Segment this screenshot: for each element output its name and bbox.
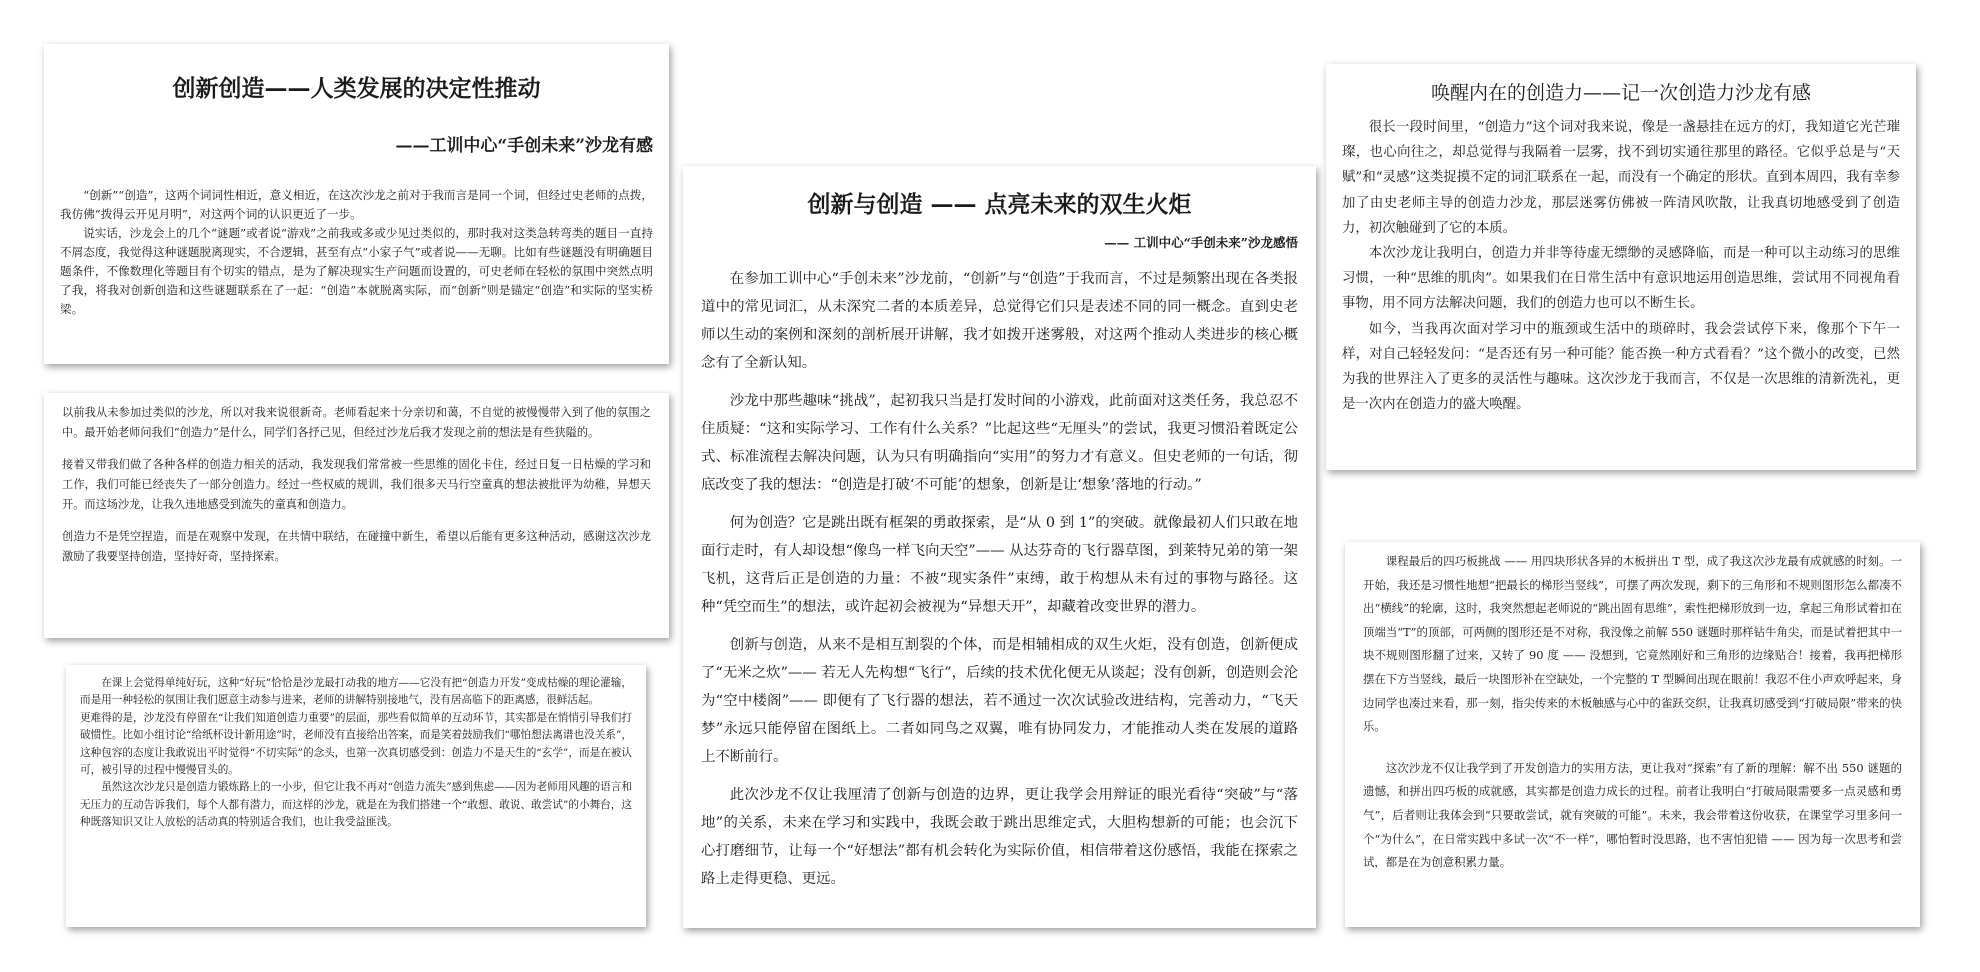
panel5-paragraph: 很长一段时间里，“创造力”这个词对我来说，像是一盏悬挂在远方的灯，我知道它光芒璀璨，也心向往之，却总觉得与我隔着一层雾，找不到切实通往那里的路径。它似乎总是与“天赋”和“灵感”这类捉摸不定的词汇联系在一起，而没有一个确定的形状。直到本周四，我有幸参加了由史老师主导的创造力沙龙，那层迷雾仿佛被一阵清风吹散，让我真切地感受到了创造力，初次触碰到了它的本质。 [1342, 120, 1900, 236]
panel5-body [1342, 115, 1900, 417]
panel4-paragraph: 创新与创造，从来不是相互割裂的个体，而是相辅相成的双生火炬，没有创造，创新便成了“无米之炊”—— 若无人先构想“飞行”，后续的技术优化便无从谈起；没有创新，创造则会沦为“空中楼阁”—— 即便有了飞行器的想法，若不通过一次次试验改进结构，完善动力，“飞天梦”永远只能停留在图纸上。二者如同鸟之双翼，唯有协同发力，才能推动人类在发展的道路上不断前行。 [701, 637, 1298, 765]
essay-panel-innovation-decisive [44, 44, 669, 364]
panel3-paragraph: 虽然这次沙龙只是创造力锻炼路上的一小步，但它让我不再对“创造力流失”感到焦虑——因为老师用风趣的语言和无压力的互动告诉我们，每个人都有潜力，而这样的沙龙，就是在为我们搭建一个“敢想、敢说、敢尝试”的小舞台，这种既落知识又让人放松的活动真的特别适合我们，也让我受益匪浅。 [80, 781, 632, 829]
essay-panel-awaken-creativity [1326, 64, 1916, 470]
panel2-paragraph: 接着又带我们做了各种各样的创造力相关的活动，我发现我们常常被一些思维的固化卡住，经过日复一日枯燥的学习和工作，我们可能已经丧失了一部分创造力。经过一些权威的规训，我们很多天马行空童真的想法被批评为幼稚，异想天开。而这场沙龙，让我久违地感受到流失的童真和创造力。 [62, 458, 651, 511]
panel4-paragraph: 沙龙中那些趣味“挑战”，起初我只当是打发时间的小游戏，此前面对这类任务，我总忍不住质疑：“这和实际学习、工作有什么关系？”比起这些“无厘头”的尝试，我更习惯沿着既定公式、标准流程去解决问题，认为只有明确指向“实用”的努力才有意义。但史老师的一句话，彻底改变了我的想法：“创造是打破‘不可能’的想象，创新是让‘想象’落地的行动。” [701, 393, 1298, 493]
panel4-paragraph: 此次沙龙不仅让我厘清了创新与创造的边界，更让我学会用辩证的眼光看待“突破”与“落地”的关系，未来在学习和实践中，我既会敢于跳出思维定式，大胆构想新的可能；也会沉下心打磨细节，让每一个“好想法”都有机会转化为实际价值，相信带着这份感悟，我能在探索之路上走得更稳、更远。 [701, 787, 1298, 887]
panel6-paragraph: 课程最后的四巧板挑战 —— 用四块形状各异的木板拼出 T 型，成了我这次沙龙最有成就感的时刻。一开始，我还是习惯性地想“把最长的梯形当竖线”，可摆了两次发现，剩下的三角形和不规则图形怎么都凑不出“横线”的轮廓，这时，我突然想起老师说的“跳出固有思维”，索性把梯形放到一边，拿起三角形试着扣在顶端当“T”的顶部，可两侧的图形还是不对称，我没像之前解 550 谜题时那样钻牛角尖，而是试着把其中一块不规则图形翻了过来，又转了 90 度 —— 没想到，它竟然刚好和三角形的边缘贴合！接着，我再把梯形摆在下方当竖线，最后一块图形补在空缺处，一个完整的 T 型瞬间出现在眼前！我忍不住小声欢呼起来，身边同学也凑过来看，那一刻，指尖传来的木板触感与心中的雀跃交织，让我真切感受到“打破局限”带来的快乐。 [1363, 554, 1902, 734]
panel5-paragraph: 本次沙龙让我明白，创造力并非等待虚无缥缈的灵感降临，而是一种可以主动练习的思维习惯，一种“思维的肌肉”。如果我们在日常生活中有意识地运用创造思维，尝试用不同视角看事物，用不同方法解决问题，我们的创造力也可以不断生长。 [1342, 246, 1900, 312]
essay-panel-tangram-challenge [1345, 542, 1920, 927]
essay-panel-fun-class [66, 665, 646, 927]
panel6-paragraph: 这次沙龙不仅让我学到了开发创造力的实用方法，更让我对“探索”有了新的理解：解不出 550 谜题的遗憾，和拼出四巧板的成就感，其实都是创造力成长的过程。前者让我明白“打破局限需要多一点灵感和勇气”，后者则让我体会到“只要敢尝试，就有突破的可能”。未来，我会带着这份收获，在课堂学习里多问一个“为什么”，在日常实践中多试一次“不一样”，哪怕暂时没思路，也不害怕犯错 —— 因为每一次思考和尝试，都是在为创意积累力量。 [1363, 760, 1902, 870]
panel2-paragraph: 以前我从未参加过类似的沙龙，所以对我来说很新奇。老师看起来十分亲切和蔼，不自觉的被慢慢带入到了他的氛围之中。最开始老师问我们“创造力”是什么，同学们各抒己见，但经过沙龙后我才发现之前的想法是有些狭隘的。 [62, 406, 651, 439]
panel4-body [701, 265, 1298, 893]
panel3-paragraph: 更难得的是，沙龙没有停留在“让我们知道创造力重要”的层面，那些看似简单的互动环节，其实都是在悄悄引导我们打破惯性。比如小组讨论“给纸杯设计新用途”时，老师没有直接给出答案，而是笑着鼓励我们“哪怕想法离谱也没关系”，这种包容的态度让我敢说出平时觉得“不切实际”的念头，也第一次真切感受到：创造力不是天生的“玄学”，而是在被认可，被引导的过程中慢慢冒头的。 [80, 711, 632, 777]
panel4-subtitle: —— 工训中心“手创未来”沙龙感悟 [1104, 235, 1298, 250]
panel1-paragraph: 说实话，沙龙会上的几个“谜题”或者说“游戏”之前我或多或少见过类似的，那时我对这类急转弯类的题目一直持不屑态度，我觉得这种谜题脱离现实，不合逻辑，甚至有点“小家子气”或者说——无聊。比如有些谜题没有明确题目题条件，不像数理化等题目有个切实的错点，是为了解决现实生产问题而设置的，可史老师在轻松的氛围中突然点明了我，将我对创新创造和这些谜题联系在了一起：“创造”本就脱离实际，而“创新”则是锚定“创造”和实际的坚实桥梁。 [60, 226, 653, 316]
panel3-body [80, 675, 632, 832]
essay-panel-twin-torches [683, 166, 1316, 928]
panel1-paragraph: “创新”“创造”，这两个词词性相近，意义相近，在这次沙龙之前对于我而言是同一个词，但经过史老师的点拨，我仿佛“拨得云开见月明”，对这两个词的认识更近了一步。 [60, 188, 653, 221]
panel6-body [1363, 550, 1902, 875]
essay-panel-first-salon [44, 393, 669, 638]
panel1-body [60, 186, 653, 319]
panel4-title: 创新与创造 —— 点亮未来的双生火炬 [807, 191, 1192, 218]
panel1-subtitle: ——工训中心“手创未来”沙龙有感 [395, 136, 653, 156]
panel4-paragraph: 在参加工训中心“手创未来”沙龙前，“创新”与“创造”于我而言，不过是频繁出现在各类报道中的常见词汇，从未深究二者的本质差异，总觉得它们只是表述不同的同一概念。直到史老师以生动的案例和深刻的剖析展开讲解，我才如拨开迷雾般，对这两个推动人类进步的核心概念有了全新认知。 [701, 271, 1298, 371]
panel2-body [62, 403, 651, 567]
panel5-title: 唤醒内在的创造力——记一次创造力沙龙有感 [1430, 82, 1811, 104]
panel3-paragraph: 在课上会觉得单纯好玩，这种“好玩”恰恰是沙龙最打动我的地方——它没有把“创造力开发”变成枯燥的理论灌输，而是用一种轻松的氛围让我们愿意主动参与进来，老师的讲解特别接地气，没有居高临下的距离感，很鲜活起。 [80, 677, 632, 707]
panel1-title: 创新创造——人类发展的决定性推动 [172, 75, 541, 102]
panel2-paragraph: 创造力不是凭空捏造，而是在观察中发现，在共情中联结，在碰撞中新生，希望以后能有更多这种活动，感谢这次沙龙激励了我要坚持创造，坚持好奇，坚持探索。 [62, 530, 651, 563]
panel4-paragraph: 何为创造？它是跳出既有框架的勇敢探索，是“从 0 到 1”的突破。就像最初人们只敢在地面行走时，有人却设想“像鸟一样飞向天空”—— 从达芬奇的飞行器草图，到莱特兄弟的第一架飞机，这背后正是创造的力量：不被“现实条件”束缚，敢于构想从未有过的事物与路径。这种“凭空而生”的想法，或许起初会被视为“异想天开”，却藏着改变世界的潜力。 [701, 515, 1298, 615]
panel5-paragraph: 如今，当我再次面对学习中的瓶颈或生活中的琐碎时，我会尝试停下来，像那个下午一样，对自己轻轻发问：“是否还有另一种可能？能否换一种方式看看？”这个微小的改变，已然为我的世界注入了更多的灵活性与趣味。这次沙龙于我而言，不仅是一次思维的清新洗礼，更是一次内在创造力的盛大唤醒。 [1342, 321, 1900, 413]
